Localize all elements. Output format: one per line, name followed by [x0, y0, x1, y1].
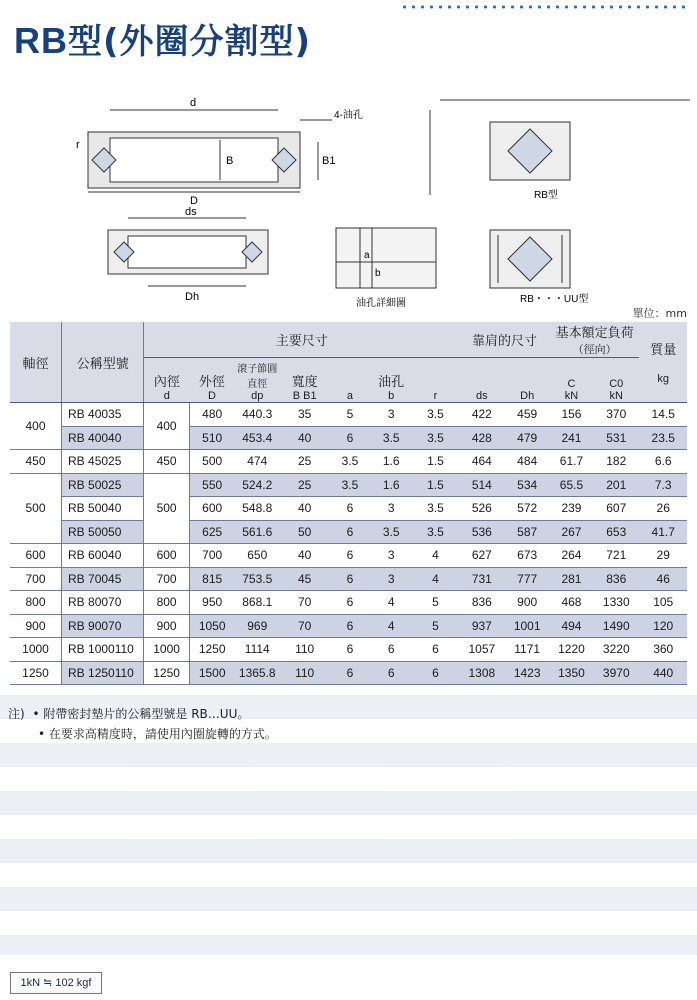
header-dp: dp	[251, 390, 264, 402]
cell-model: RB 1250110	[62, 661, 144, 685]
header-shoulder: 靠肩的尺寸	[459, 322, 550, 358]
table-row	[10, 544, 687, 568]
header-d: d	[163, 390, 170, 402]
header-C	[550, 358, 593, 403]
header-r-label: r	[433, 390, 438, 402]
cell-model: RB 70045	[62, 567, 144, 591]
header-shaft: 軸徑	[10, 322, 62, 403]
cell-c0: 3220	[593, 638, 639, 662]
cell-inner-diameter: 1000	[144, 638, 189, 662]
cell-dp: 868.1	[235, 591, 280, 615]
cell-r: 3.5	[412, 426, 459, 450]
table-row	[10, 567, 687, 591]
conversion-footer: 1kN ≒ 102 kgf	[10, 972, 102, 994]
cell-b: 40	[280, 426, 329, 450]
title-text: 型(外圈分割型)	[68, 22, 312, 62]
header-width	[280, 358, 329, 403]
note-line-1: • 附帶密封墊片的公稱型號是 RB…UU。	[32, 707, 250, 721]
header-inner	[144, 358, 189, 403]
cell-a: 6	[329, 661, 370, 685]
oil-hole-detail	[336, 228, 436, 288]
cell-kg: 14.5	[639, 403, 687, 427]
label-D: D	[190, 195, 198, 207]
cell-b: 6	[371, 661, 412, 685]
cell-inner-diameter: 800	[144, 591, 189, 615]
cell-b: 110	[280, 661, 329, 685]
table-row	[10, 426, 687, 450]
cell-shaft: 900	[10, 614, 62, 638]
cell-dh: 1171	[505, 638, 550, 662]
title-model: RB	[14, 20, 68, 61]
header-mass	[639, 322, 687, 403]
cell-kg: 360	[639, 638, 687, 662]
cell-ds: 514	[459, 473, 504, 497]
cell-d: 480	[189, 403, 234, 427]
header-roller-pitch-label: 滾子節圓直徑	[237, 364, 278, 390]
cell-c: 1220	[550, 638, 593, 662]
cell-c0: 1330	[593, 591, 639, 615]
cell-c: 494	[550, 614, 593, 638]
cell-dp: 650	[235, 544, 280, 568]
label-oil-hole: 4-油孔	[334, 110, 363, 121]
table-row	[10, 497, 687, 521]
cell-shaft: 500	[10, 473, 62, 544]
cell-model: RB 90070	[62, 614, 144, 638]
cell-c0: 182	[593, 450, 639, 474]
bearing-drawing	[0, 80, 697, 320]
header-outer-label: 外徑	[198, 374, 225, 389]
cell-dh: 1001	[505, 614, 550, 638]
header-ds	[459, 358, 504, 403]
cell-b: 25	[280, 473, 329, 497]
label-B1: B1	[322, 155, 336, 167]
cell-d: 1250	[189, 638, 234, 662]
cell-r: 6	[412, 638, 459, 662]
header-a-label: a	[346, 390, 354, 402]
cell-dh: 900	[505, 591, 550, 615]
cell-a: 6	[329, 638, 370, 662]
cell-kg: 29	[639, 544, 687, 568]
cell-kg: 105	[639, 591, 687, 615]
cell-d: 600	[189, 497, 234, 521]
header-b-label: b	[388, 390, 395, 402]
cell-dp: 969	[235, 614, 280, 638]
cell-b: 70	[280, 591, 329, 615]
cell-inner-diameter: 450	[144, 450, 189, 474]
dotted-border-decoration	[400, 4, 690, 10]
cell-model: RB 80070	[62, 591, 144, 615]
cell-inner-diameter: 700	[144, 567, 189, 591]
cell-model: RB 60040	[62, 544, 144, 568]
cell-d: 1050	[189, 614, 234, 638]
cell-inner-diameter: 400	[144, 403, 189, 450]
header-b	[371, 358, 412, 403]
cell-b: 110	[280, 638, 329, 662]
cell-model: RB 45025	[62, 450, 144, 474]
cell-d: 500	[189, 450, 234, 474]
cell-r: 3.5	[412, 403, 459, 427]
cell-model: RB 50040	[62, 497, 144, 521]
header-Dh-label: Dh	[520, 390, 535, 402]
cell-d: 700	[189, 544, 234, 568]
table-row	[10, 520, 687, 544]
cell-kg: 6.6	[639, 450, 687, 474]
cell-b: 1.6	[371, 450, 412, 474]
notes	[8, 704, 277, 744]
cell-b: 25	[280, 450, 329, 474]
cell-a: 6	[329, 426, 370, 450]
note-line-2: • 在要求高精度時，請使用內圈旋轉的方式。	[38, 727, 277, 741]
cell-dh: 484	[505, 450, 550, 474]
cell-kg: 23.5	[639, 426, 687, 450]
cell-ds: 422	[459, 403, 504, 427]
header-ds-label: ds	[476, 390, 488, 402]
header-C-label: C	[567, 378, 576, 390]
cell-b: 40	[280, 497, 329, 521]
cell-r: 5	[412, 591, 459, 615]
cell-c: 1350	[550, 661, 593, 685]
cell-ds: 937	[459, 614, 504, 638]
page-title	[14, 14, 311, 63]
header-C0	[593, 358, 639, 403]
cell-kg: 120	[639, 614, 687, 638]
cell-dh: 479	[505, 426, 550, 450]
oil-hole-detail-caption: 油孔詳細圖	[356, 298, 406, 309]
label-b: b	[375, 268, 381, 279]
cell-a: 6	[329, 520, 370, 544]
cell-shaft: 700	[10, 567, 62, 591]
header-kg: kg	[657, 373, 670, 385]
unit-label: 單位：mm	[632, 307, 687, 320]
cell-b: 40	[280, 544, 329, 568]
cell-inner-diameter: 500	[144, 473, 189, 544]
cell-model: RB 1000110	[62, 638, 144, 662]
cell-dp: 548.8	[235, 497, 280, 521]
cell-b: 3	[371, 567, 412, 591]
cell-dp: 440.3	[235, 403, 280, 427]
cell-c: 61.7	[550, 450, 593, 474]
cell-shaft: 1000	[10, 638, 62, 662]
cell-c0: 201	[593, 473, 639, 497]
label-a: a	[364, 250, 370, 261]
cell-r: 4	[412, 544, 459, 568]
cell-c0: 1490	[593, 614, 639, 638]
cell-dh: 534	[505, 473, 550, 497]
cell-ds: 464	[459, 450, 504, 474]
cell-c0: 653	[593, 520, 639, 544]
cell-inner-diameter: 1250	[144, 661, 189, 685]
cell-dp: 1365.8	[235, 661, 280, 685]
cell-a: 3.5	[329, 473, 370, 497]
cell-d: 625	[189, 520, 234, 544]
cell-c0: 370	[593, 403, 639, 427]
cell-dh: 459	[505, 403, 550, 427]
cell-kg: 41.7	[639, 520, 687, 544]
cell-b: 6	[371, 638, 412, 662]
cell-c0: 836	[593, 567, 639, 591]
cell-r: 3.5	[412, 520, 459, 544]
cell-a: 6	[329, 544, 370, 568]
cell-c0: 531	[593, 426, 639, 450]
label-Dh: Dh	[185, 291, 200, 303]
cell-shaft: 1250	[10, 661, 62, 685]
header-model: 公稱型號	[62, 322, 144, 403]
cell-c: 468	[550, 591, 593, 615]
header-BB1: B B1	[292, 390, 317, 402]
table-row	[10, 614, 687, 638]
cell-b: 70	[280, 614, 329, 638]
cell-dh: 777	[505, 567, 550, 591]
cell-b: 3	[371, 403, 412, 427]
cell-shaft: 400	[10, 403, 62, 450]
cell-b: 1.6	[371, 473, 412, 497]
header-Dh	[505, 358, 550, 403]
cell-c0: 721	[593, 544, 639, 568]
cell-c: 65.5	[550, 473, 593, 497]
cell-r: 3.5	[412, 497, 459, 521]
cell-b: 45	[280, 567, 329, 591]
cell-shaft: 800	[10, 591, 62, 615]
rb-type-caption: RB型	[534, 190, 558, 201]
cell-dh: 673	[505, 544, 550, 568]
cell-dp: 524.2	[235, 473, 280, 497]
cell-r: 1.5	[412, 450, 459, 474]
cell-dh: 1423	[505, 661, 550, 685]
header-load-title: 基本額定負荷	[555, 325, 634, 340]
cell-ds: 836	[459, 591, 504, 615]
cell-c: 281	[550, 567, 593, 591]
cell-kg: 26	[639, 497, 687, 521]
cell-inner-diameter: 900	[144, 614, 189, 638]
table-row	[10, 591, 687, 615]
cell-b: 3.5	[371, 520, 412, 544]
cell-ds: 627	[459, 544, 504, 568]
cell-c: 156	[550, 403, 593, 427]
cell-dp: 753.5	[235, 567, 280, 591]
cell-a: 6	[329, 591, 370, 615]
cell-dp: 1114	[235, 638, 280, 662]
cell-a: 6	[329, 614, 370, 638]
header-mass-title: 質量	[650, 342, 677, 357]
rb-uu-type-caption: RB・・・UU型	[520, 294, 589, 305]
header-width-label: 寬度	[291, 374, 318, 389]
cell-d: 1500	[189, 661, 234, 685]
cell-b: 3.5	[371, 426, 412, 450]
cell-r: 1.5	[412, 473, 459, 497]
table-row	[10, 638, 687, 662]
cell-r: 5	[412, 614, 459, 638]
cell-b: 4	[371, 614, 412, 638]
cell-b: 50	[280, 520, 329, 544]
header-D: D	[207, 390, 216, 402]
cell-r: 6	[412, 661, 459, 685]
header-load	[550, 322, 640, 358]
label-ds: ds	[185, 206, 197, 218]
cell-kg: 7.3	[639, 473, 687, 497]
cell-dh: 587	[505, 520, 550, 544]
cell-shaft: 450	[10, 450, 62, 474]
table-row	[10, 473, 687, 497]
cell-a: 5	[329, 403, 370, 427]
cell-d: 510	[189, 426, 234, 450]
table-row	[10, 661, 687, 685]
cell-dp: 453.4	[235, 426, 280, 450]
cell-ds: 1308	[459, 661, 504, 685]
cell-c: 264	[550, 544, 593, 568]
cell-dp: 561.6	[235, 520, 280, 544]
cell-ds: 536	[459, 520, 504, 544]
cell-b: 35	[280, 403, 329, 427]
label-d: d	[190, 97, 197, 109]
notes-prefix: 注)	[8, 707, 25, 721]
header-a	[329, 358, 370, 403]
header-outer	[189, 358, 234, 403]
cell-d: 950	[189, 591, 234, 615]
header-roller-pitch	[235, 358, 280, 403]
cell-dh: 572	[505, 497, 550, 521]
header-r	[412, 358, 459, 403]
cell-c0: 3970	[593, 661, 639, 685]
header-inner-label: 內徑	[153, 374, 180, 389]
cell-a: 6	[329, 567, 370, 591]
header-oil-hole: 油孔	[378, 374, 405, 389]
cell-c: 241	[550, 426, 593, 450]
cell-b: 3	[371, 497, 412, 521]
cell-c0: 607	[593, 497, 639, 521]
cell-ds: 1057	[459, 638, 504, 662]
cell-inner-diameter: 600	[144, 544, 189, 568]
cell-kg: 46	[639, 567, 687, 591]
label-r: r	[76, 139, 80, 151]
cell-model: RB 40035	[62, 403, 144, 427]
cell-ds: 731	[459, 567, 504, 591]
header-main-dim: 主要尺寸	[144, 322, 459, 358]
table-body	[10, 403, 687, 685]
header-C-unit: kN	[564, 390, 579, 402]
cell-b: 4	[371, 591, 412, 615]
cell-kg: 440	[639, 661, 687, 685]
header-load-sub: （徑向）	[572, 344, 617, 356]
cell-a: 3.5	[329, 450, 370, 474]
cell-d: 815	[189, 567, 234, 591]
cell-ds: 428	[459, 426, 504, 450]
cell-model: RB 40040	[62, 426, 144, 450]
cell-ds: 526	[459, 497, 504, 521]
header-C0-unit: kN	[609, 390, 623, 402]
cell-shaft: 600	[10, 544, 62, 568]
cell-c: 239	[550, 497, 593, 521]
specification-table	[10, 322, 687, 685]
cell-model: RB 50025	[62, 473, 144, 497]
label-B: B	[226, 155, 234, 167]
cell-d: 550	[189, 473, 234, 497]
cell-dp: 474	[235, 450, 280, 474]
cell-r: 4	[412, 567, 459, 591]
cell-b: 3	[371, 544, 412, 568]
cell-a: 6	[329, 497, 370, 521]
table-row	[10, 450, 687, 474]
cell-c: 267	[550, 520, 593, 544]
table-row	[10, 403, 687, 427]
cell-model: RB 50050	[62, 520, 144, 544]
header-C0-label: C0	[609, 378, 624, 390]
